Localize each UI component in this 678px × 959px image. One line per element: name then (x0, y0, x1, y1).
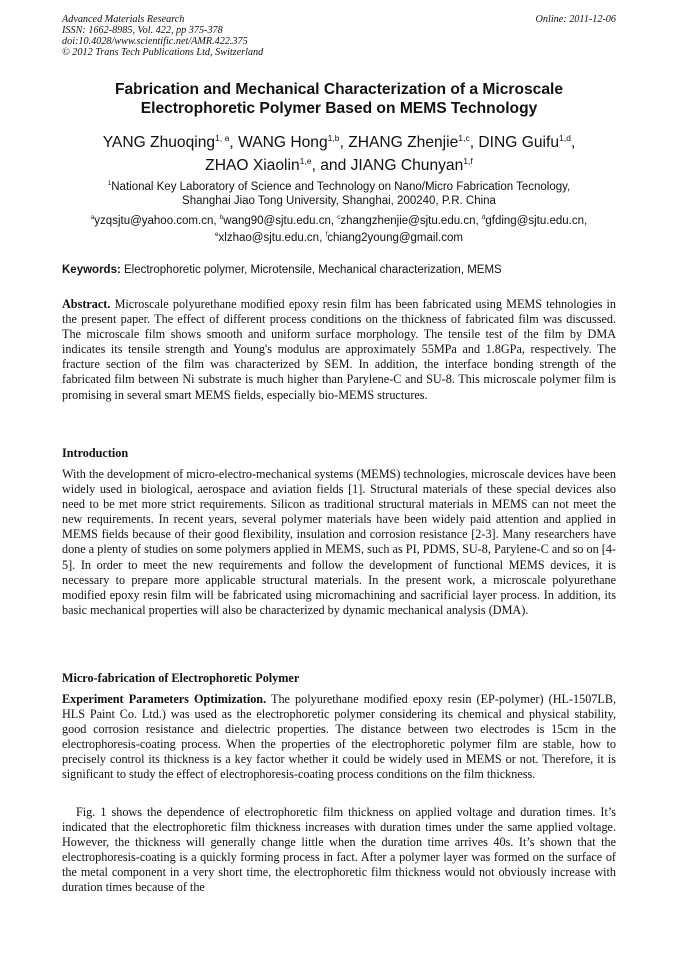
experiment-paragraph (62, 692, 616, 783)
email-address: yzqsjtu@yahoo.com.cn, (94, 214, 220, 227)
email-address: xlzhao@sjtu.edu.cn, (218, 232, 326, 245)
paper-title (62, 80, 616, 118)
authors-line-2 (62, 152, 616, 175)
author-affil: 1,e (299, 156, 312, 167)
author-name: , and JIANG Chunyan (311, 157, 464, 175)
journal-name: Advanced Materials Research (62, 14, 185, 25)
experiment-label: Experiment Parameters Optimization. (62, 692, 267, 706)
page-header (62, 14, 616, 58)
emails-line-1 (62, 211, 616, 228)
affiliation-line-2: Shanghai Jiao Tong University, Shanghai, 200240, P.R. China (182, 195, 496, 208)
author-affil: 1,c (458, 133, 470, 143)
experiment-text: The polyurethane modified epoxy resin (EP-polymer) (HL-1507LB, HLS Paint Co. Ltd.) was used as the electrophoretic polymer considering its chemical and physical stability, good corrosion resistance and dielectric properties. The distance between two electrodes is 15cm in the electrophoresis-coating process. When the properties of the electrophoretic polymer film are stable, how to precisely control its thickness is a key factor whether it could be widely used in MEMS or not. Therefore, it is significant to study the effect of electrophoresis-coating process conditions on the film thickness. (62, 692, 617, 782)
author-name: , ZHANG Zhenjie (339, 134, 459, 152)
email-marker: e (215, 231, 219, 239)
author-name: YANG Zhuoqing (102, 134, 216, 152)
author-affil: 1,d (559, 133, 571, 143)
author-affil: 1,f (463, 156, 473, 167)
keywords (62, 263, 616, 277)
author-affil: 1,b (327, 133, 340, 143)
author-list (62, 129, 616, 175)
abstract (62, 297, 616, 403)
issn: ISSN: 1662-8985, Vol. 422, pp 375-378 (62, 25, 223, 36)
email-list (62, 211, 616, 246)
title-line-1: Fabrication and Mechanical Characterization of a Microscale (114, 81, 564, 98)
emails-line-2 (62, 228, 616, 245)
keywords-label: Keywords: (62, 264, 121, 276)
authors-line-1 (62, 129, 616, 152)
author-affil: 1, a (215, 133, 230, 143)
introduction-heading: Introduction (62, 446, 129, 460)
email-address: gfding@sjtu.edu.cn, (485, 214, 588, 227)
email-marker: a (90, 214, 95, 221)
abstract-text: Microscale polyurethane modified epoxy resin film has been fabricated using MEMS tehnologies in the present paper. The effect of different process conditions on the thickness of fabricated film was discussed. The microscale film shows smooth and uniform surface morphology. The tensile test of the film by DMA indicates its tensile strength and Young's modulus are approximately 55MPa and 1.8GPa, respectively. The fracture section of the film was characterized by SEM. In addition, the interface bonding strength of the fabricated film between Ni substrate is much higher than Parylene-C and SU-8. This microscale polymer film is promising in several smart MEMS fields, especially bio-MEMS structures. (62, 297, 616, 402)
micro-fabrication-heading: Micro-fabrication of Electrophoretic Polymer (62, 671, 300, 685)
abstract-label: Abstract. (62, 297, 111, 311)
email-address: wang90@sjtu.edu.cn, (223, 214, 338, 227)
email-address: zhangzhenjie@sjtu.edu.cn, (340, 214, 482, 227)
affil-marker: 1 (107, 180, 112, 187)
author-name: , DING Guifu (469, 134, 560, 152)
introduction-paragraph: With the development of micro-electro-mechanical systems (MEMS) technologies, microscale devices have been widely used in biological, aerospace and aviation fields [1]. Structural materials of these special devices also need to be met more strict requirements. Silicon as traditional structural materials in MEMS can not meet the new requirements. In recent years, several polymer materials have been widely paid attention and applied in MEMS fields because of their good flexibility, insulation and corrosion resistance [2-3]. Many researchers have done a plenty of studies on some polymers applied in MEMS, such as PI, PDMS, SU-8, Parylene-C and so on [4-5]. In order to meet the new requirements and follow the development of functional MEMS devices, it is necessary to prepare more applicable structural materials. In the present work, a microscale polyurethane modified epoxy resin film will be fabricated using micromachining and sacrificial layer process. In addition, its basic mechanical properties will also be characterized by dynamic mechanical analysis (DMA). (62, 467, 616, 617)
affil-text: National Key Laboratory of Science and Technology on Nano/Micro Fabrication Tecnology, (111, 180, 571, 193)
email-address: chiang2young@gmail.com (327, 232, 463, 245)
author-name: , WANG Hong (229, 134, 328, 152)
email-marker: c (337, 214, 341, 221)
online-date: Online: 2011-12-06 (535, 14, 616, 25)
email-marker: b (219, 214, 224, 221)
affiliation-line-1 (62, 177, 616, 194)
separator: , (570, 134, 576, 152)
email-marker: d (481, 214, 486, 221)
title-line-2: Electrophoretic Polymer Based on MEMS Technology (140, 100, 538, 117)
doi: doi:10.4028/www.scientific.net/AMR.422.375 (62, 36, 248, 47)
affiliation (62, 177, 616, 209)
author-name: ZHAO Xiaolin (205, 157, 300, 175)
fig1-paragraph: Fig. 1 shows the dependence of electrophoretic film thickness on applied voltage and duration times. It’s indicated that the electrophoretic film thickness increases with duration times under the same applied voltage. However, the thickness will generally change little when the duration time arrives 40s. It’s shown that the electrophoresis-coating is a quickly forming process in fact. After a polymer layer was formed on the surface of the metal component in a very short time, the electrophoretic film thickness would not obviously increase with duration times because of the (62, 805, 616, 895)
email-marker: f (325, 231, 328, 239)
keywords-text: Electrophoretic polymer, Microtensile, Mechanical characterization, MEMS (120, 264, 502, 276)
copyright: © 2012 Trans Tech Publications Ltd, Switzerland (62, 47, 264, 58)
